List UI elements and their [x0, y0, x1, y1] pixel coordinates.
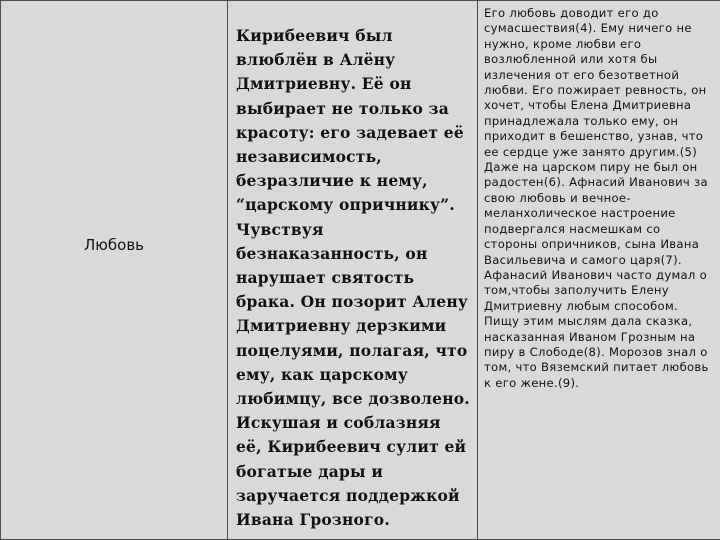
topic-column [0, 0, 228, 540]
description-cell: Кирибеевич был влюблён в Алёну Дмитриевну. Её он выбирает не только за красоту: его задевает её независимость, безразличие к нему, “царскому опричнику”. Чувствуя безнаказанность, он нарушает святость брака. Он позорит Алену Дмитриевну дерзкими поцелуями, полагая, что ему, как царскому любимцу, все дозволено. Искушая и соблазняя её, Кирибеевич сулит ей богатые дары и заручается поддержкой Ивана Грозного. [236, 26, 470, 530]
quotes-cell: Его любовь доводит его до сумасшествия(4). Ему ничего не нужно, кроме любви его возлюбленной или хотя бы излечения от его безответной любви. Его пожирает ревность, он хочет, чтобы Елена Дмитриевна принадлежала только ему, он приходит в бешенство, узнав, что ее сердце уже занято другим.(5) Даже на царском пиру не был он радостен(6). Афнасий Иванович за свою любовь и вечное-меланхолическое настроение подвергался насмешкам со стороны опричников, сына Ивана Васильевича и самого царя(7). Афанасий Иванович часто думал о том,чтобы заполучить Елену Дмитриевну любым способом. Пищу этим мыслям дала сказка, насказанная Иваном Грозным на пиру в Слободе(8). Морозов знал о том, что Вяземский питает любовь к его жене.(9). [484, 6, 709, 390]
description-column [228, 0, 478, 540]
table-top-border [0, 0, 720, 1]
topic-cell: Любовь [83, 236, 144, 254]
quotes-column [478, 0, 720, 540]
